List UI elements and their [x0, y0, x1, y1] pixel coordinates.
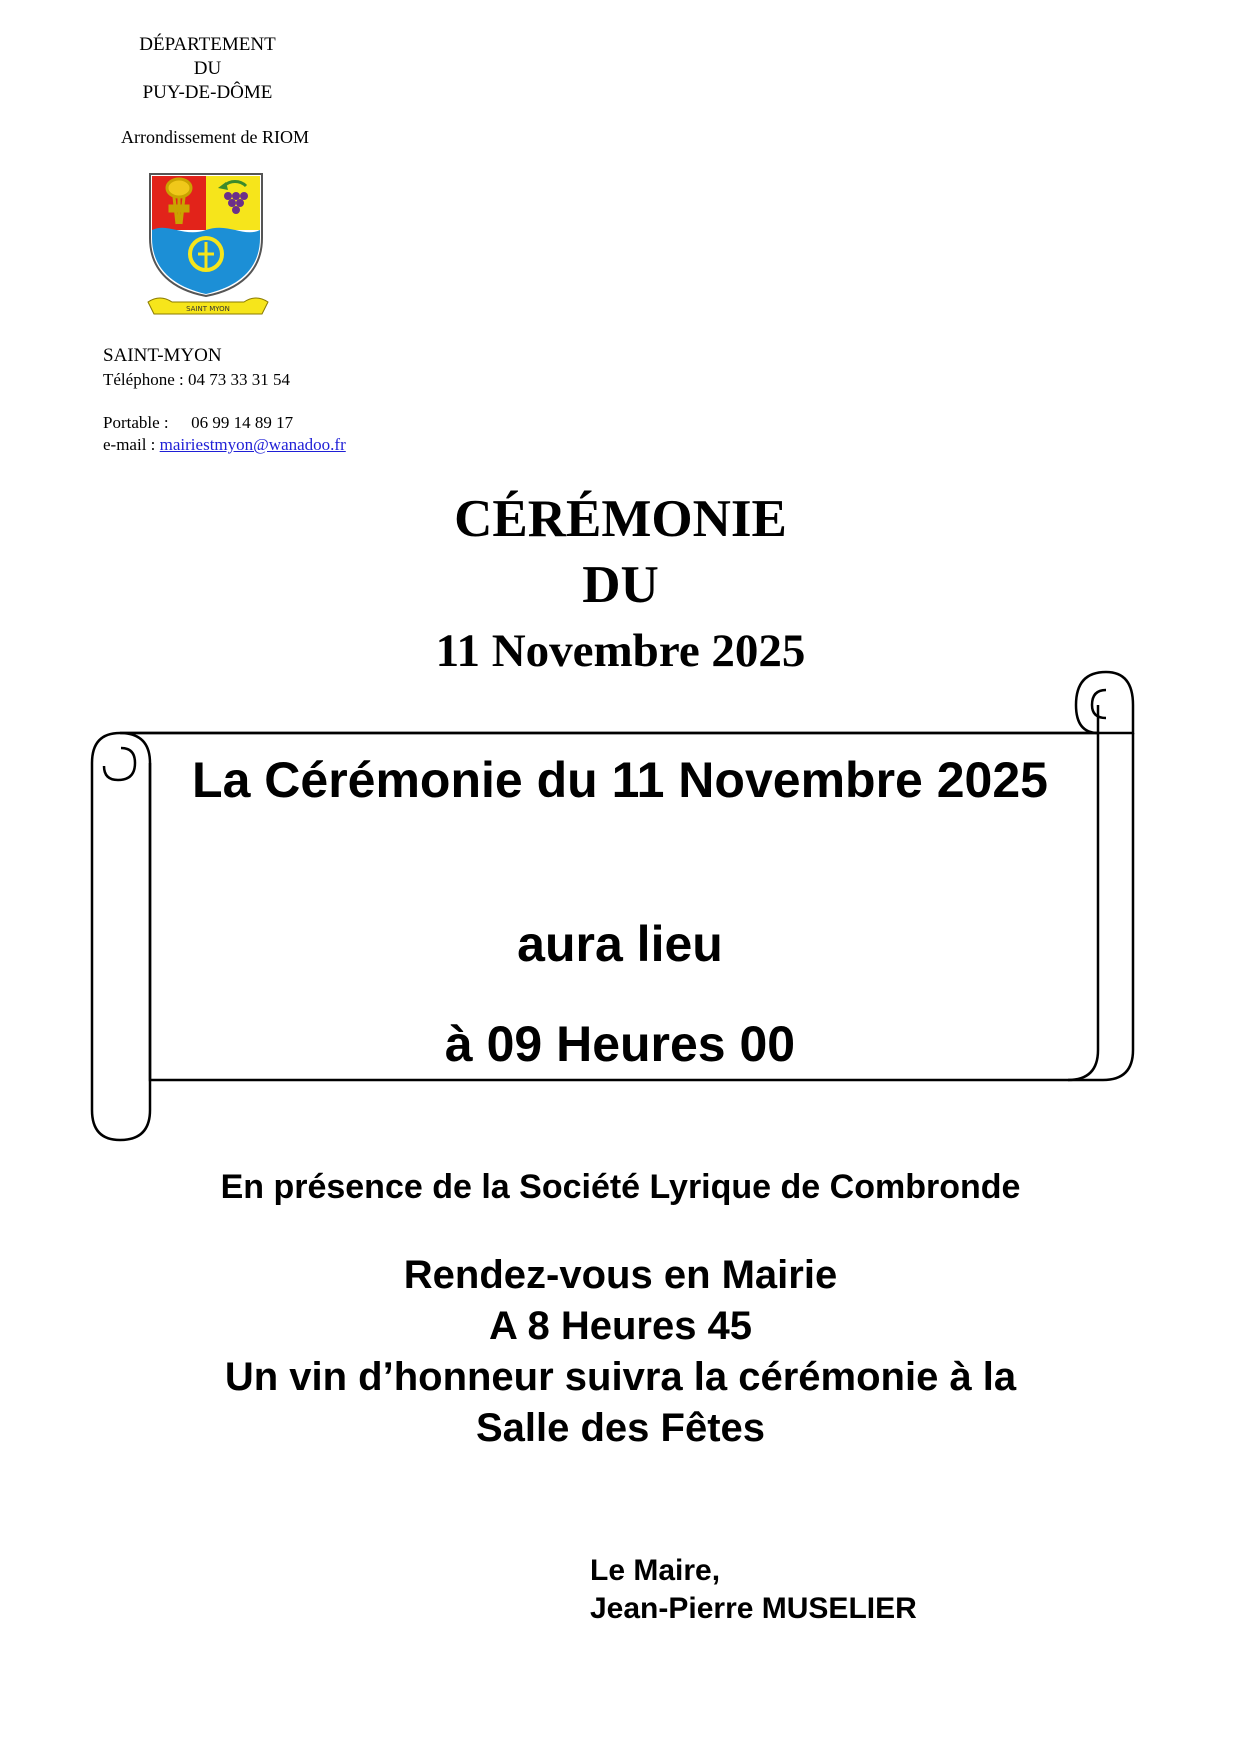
email-link[interactable]: mairiestmyon@wanadoo.fr [159, 435, 346, 454]
mobile-line [103, 412, 293, 434]
arrondissement-label: Arrondissement de RIOM [121, 127, 309, 147]
department-line: DU [193, 58, 222, 79]
department-line: PUY-DE-DÔME [142, 82, 273, 103]
commune-name: SAINT-MYON [103, 345, 222, 366]
rendezvous-line-3: Un vin d’honneur suivra la cérémonie à la Salle des Fêtes [224, 1355, 1017, 1450]
scroll-headline: La Cérémonie du 11 Novembre 2025 [192, 752, 1048, 808]
department-heading [110, 33, 305, 105]
phone-line: Téléphone : 04 73 33 31 54 [103, 370, 290, 389]
email-label: e-mail : [103, 435, 160, 454]
mobile-label: Portable : [103, 413, 169, 432]
signature-title: Le Maire, [590, 1554, 721, 1587]
rendezvous-block [0, 1250, 1241, 1454]
email-line [103, 434, 346, 456]
title-line-2: DU [582, 556, 659, 614]
crest-banner-text: SAINT MYON [186, 305, 230, 313]
mobile-number: 06 99 14 89 17 [191, 413, 294, 432]
page-title [0, 486, 1241, 684]
signature-block [590, 1552, 917, 1628]
coat-of-arms-icon [140, 168, 275, 320]
presence-note: En présence de la Société Lyrique de Combronde [220, 1168, 1021, 1206]
scroll-time: à 09 Heures 00 [444, 1016, 796, 1072]
scroll-subline: aura lieu [517, 916, 723, 972]
rendezvous-line-1: Rendez-vous en Mairie [403, 1253, 838, 1297]
rendezvous-line-2: A 8 Heures 45 [488, 1304, 753, 1348]
signature-name: Jean-Pierre MUSELIER [590, 1592, 917, 1625]
department-line: DÉPARTEMENT [139, 34, 276, 55]
title-line-3: 11 Novembre 2025 [435, 625, 806, 677]
title-line-1: CÉRÉMONIE [454, 490, 787, 548]
